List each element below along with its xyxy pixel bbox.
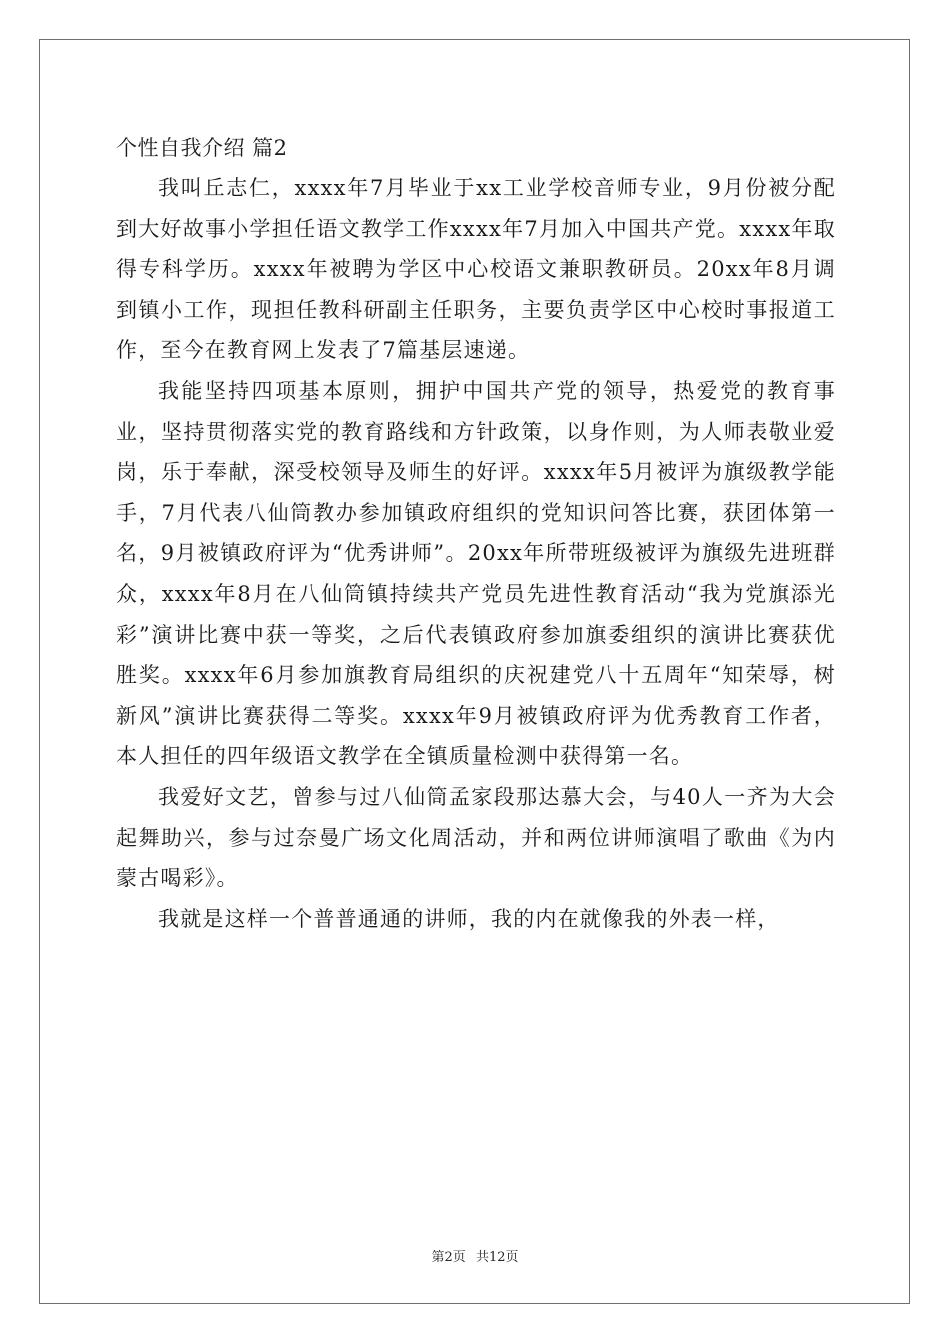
document-body: [116, 128, 836, 939]
page-number: 第2页: [431, 1250, 466, 1265]
paragraph-hobbies: 我爱好文艺，曾参与过八仙筒孟家段那达慕大会，与40人一齐为大会起舞助兴，参与过奈曼广场文化周活动，并和两位讲师演唱了歌曲《为内蒙古喝彩》。: [116, 784, 836, 891]
page-total: 共12页: [475, 1250, 519, 1265]
paragraph-closing: 我就是这样一个普普通通的讲师，我的内在就像我的外表一样，: [158, 906, 780, 931]
paragraph-achievements: 我能坚持四项基本原则，拥护中国共产党的领导，热爱党的教育事业，坚持贯彻落实党的教育路线和方针政策，以身作则，为人师表敬业爱岗，乐于奉献，深受校领导及师生的好评。xxxx年5月被评为旗级教学能手，7月代表八仙筒教办参加镇政府组织的党知识问答比赛，获团体第一名，9月被镇政府评为“优秀讲师”。20xx年所带班级被评为旗级先进班群众，xxxx年8月在八仙筒镇持续共产党员先进性教育活动“我为党旗添光彩”演讲比赛中获一等奖，之后代表镇政府参加旗委组织的演讲比赛获优胜奖。xxxx年6月参加旗教育局组织的庆祝建党八十五周年“知荣辱，树新风”演讲比赛获得二等奖。xxxx年9月被镇政府评为优秀教育工作者，本人担任的四年级语文教学在全镇质量检测中获得第一名。: [116, 378, 836, 769]
page-footer: [0, 1246, 950, 1265]
section-heading: 个性自我介绍 篇2: [116, 136, 288, 160]
paragraph-intro: 我叫丘志仁，xxxx年7月毕业于xx工业学校音师专业，9月份被分配到大好故事小学担任语文教学工作xxxx年7月加入中国共产党。xxxx年取得专科学历。xxxx年被聘为学区中心校语文兼职教研员。20xx年8月调到镇小工作，现担任教科研副主任职务，主要负责学区中心校时事报道工作，至今在教育网上发表了7篇基层速递。: [116, 176, 836, 363]
